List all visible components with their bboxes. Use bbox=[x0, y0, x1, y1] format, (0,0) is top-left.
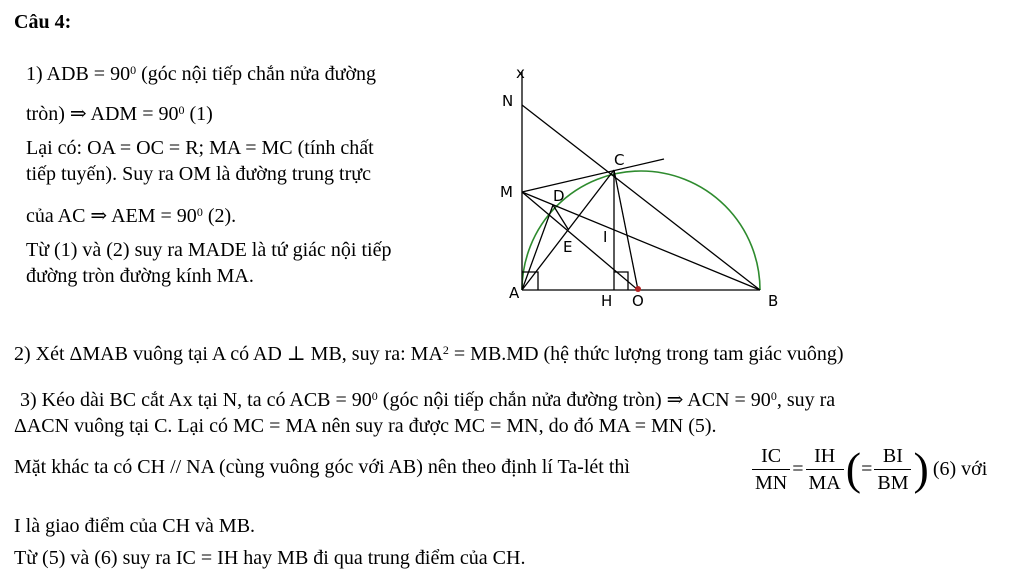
label-i: I bbox=[603, 228, 608, 246]
fraction-ih-ma: $\frac{IH}{MA}$ bbox=[806, 443, 844, 496]
label-b: B bbox=[768, 292, 779, 310]
fraction-bi-bm: $\frac{BI}{BM}$ bbox=[874, 443, 911, 496]
part3-line5: Từ (5) và (6) suy ra IC = IH hay MB đi qua trung điểm của CH. bbox=[14, 547, 526, 569]
part3-line3-suffix: (6) với bbox=[932, 458, 988, 480]
part1-line4: tiếp tuyến). Suy ra OM là đường trung trực bbox=[26, 163, 371, 185]
part1-line2: tròn) ⇒ ADM = $90^0$ (1) bbox=[26, 103, 213, 125]
part1-line1: 1) ADB = $90^0$ (góc nội tiếp chắn nửa đường bbox=[26, 63, 377, 85]
part3-line4: I là giao điểm của CH và MB. bbox=[14, 515, 256, 537]
part1-line5: của AC ⇒ AEM = $90^0$ (2). bbox=[26, 205, 237, 227]
label-n: N bbox=[502, 92, 514, 110]
label-o: O bbox=[632, 292, 644, 310]
talet-fraction-expression bbox=[750, 440, 987, 498]
line-mb bbox=[522, 192, 760, 290]
label-e: E bbox=[563, 238, 573, 256]
part1-line7: đường tròn đường kính MA. bbox=[26, 265, 254, 287]
line-tangent-mc bbox=[522, 159, 664, 192]
label-m: M bbox=[500, 183, 513, 201]
label-a: A bbox=[509, 284, 520, 302]
geometry-figure bbox=[490, 60, 800, 318]
paren-open: ( bbox=[845, 443, 862, 494]
fraction-ic-mn: $\frac{IC}{MN}$ bbox=[752, 443, 790, 496]
right-angle-h bbox=[614, 272, 628, 290]
label-d: D bbox=[553, 187, 565, 205]
part1-line3: Lại có: OA = OC = R; MA = MC (tính chất bbox=[26, 137, 374, 159]
label-x: x bbox=[516, 64, 525, 82]
label-h: H bbox=[601, 292, 613, 310]
part1-line6: Từ (1) và (2) suy ra MADE là tứ giác nội tiếp bbox=[26, 239, 392, 261]
label-c: C bbox=[614, 151, 625, 169]
line-de bbox=[553, 205, 568, 229]
part3-line3-text: Mặt khác ta có CH // NA (cùng vuông góc với AB) nên theo định lí Ta-lét thì bbox=[14, 456, 630, 478]
part3-line1: 3) Kéo dài BC cắt Ax tại N, ta có ACB = $90^0$ (góc nội tiếp chắn nửa đường tròn) ⇒ ACN = $90^0$, suy ra bbox=[20, 389, 836, 411]
equals-sign: = bbox=[792, 458, 804, 480]
part2-line: 2) Xét ΔMAB vuông tại A có AD ⊥ MB, suy ra: $MA^2 = MB.MD$ (hệ thức lượng trong tam giác vuông) bbox=[14, 343, 844, 365]
part3-line2: ΔACN vuông tại C. Lại có MC = MA nên suy ra được MC = MN, do đó MA = MN (5). bbox=[14, 415, 717, 437]
equals-sign-2: = bbox=[861, 458, 873, 480]
paren-close: ) bbox=[913, 443, 929, 494]
question-title: Câu 4: bbox=[14, 11, 72, 33]
